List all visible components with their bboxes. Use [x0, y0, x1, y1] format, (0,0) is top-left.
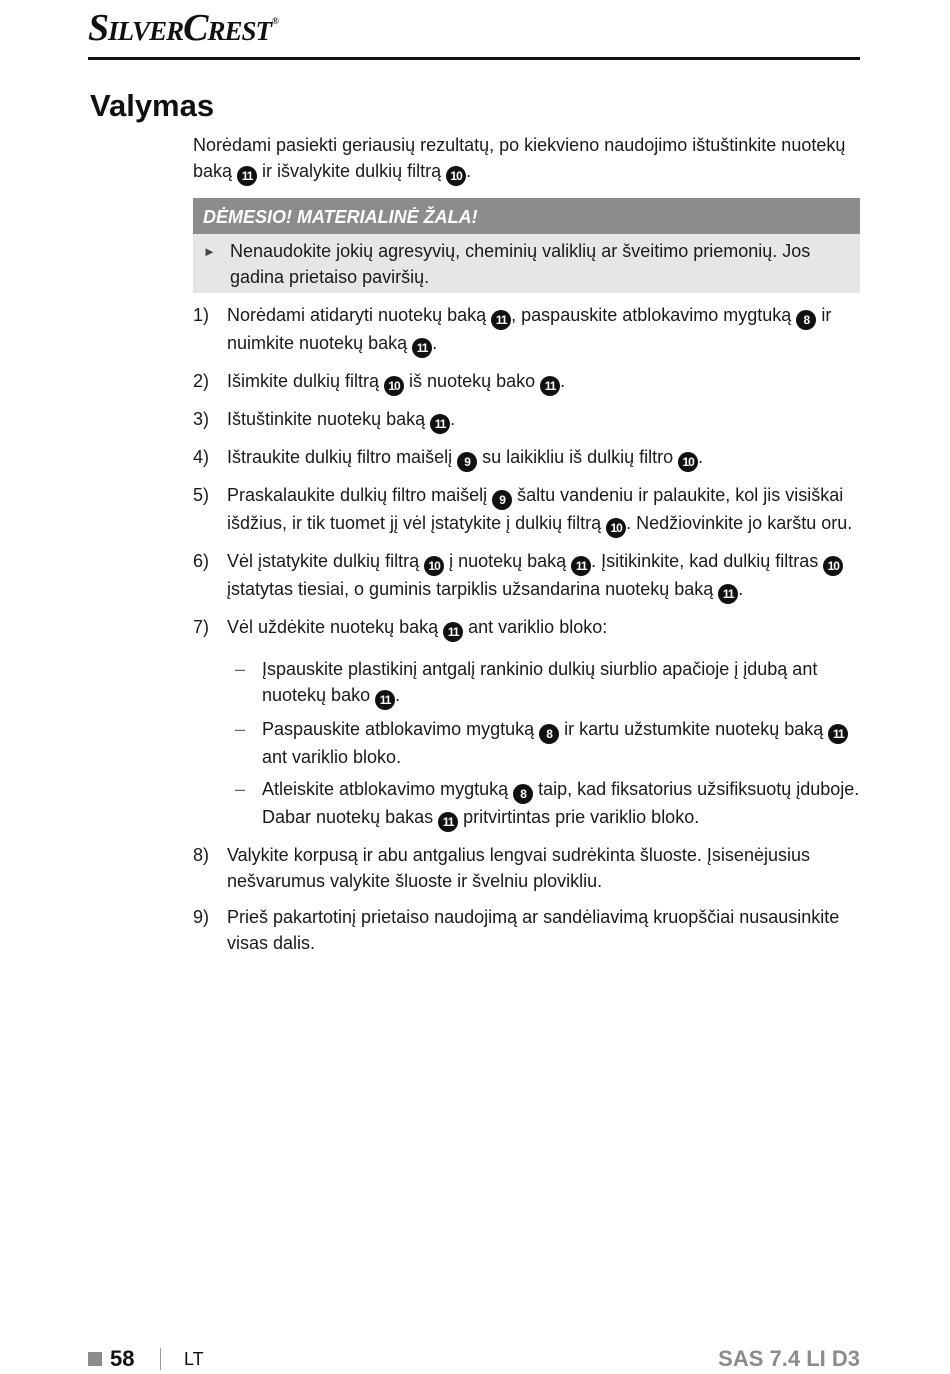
step-item [193, 904, 860, 956]
registered-mark: ® [272, 16, 278, 26]
sub-step-list [227, 656, 860, 832]
step-item [193, 482, 860, 538]
text-run: Ištraukite dulkių filtro maišelį [227, 447, 458, 467]
header-rule [88, 57, 860, 60]
callout-number-10-icon: 10 [424, 556, 444, 576]
step-text [227, 485, 852, 533]
triangle-arrow-icon: ► [203, 244, 216, 259]
text-run: Norėdami pasiekti geriausių rezultatų, po kiekvieno naudojimo ištuštinkite nuotekų baką [193, 135, 846, 181]
dash-bullet: – [235, 719, 246, 739]
text-run: Vėl įstatykite dulkių filtrą [227, 551, 425, 571]
model-name: SAS 7.4 LI D3 [718, 1346, 860, 1371]
callout-number-8-icon: 8 [539, 724, 559, 744]
step-item [193, 842, 860, 894]
step-item [193, 406, 860, 434]
step-number: 7) [193, 617, 210, 637]
step-text [227, 371, 565, 391]
page-number: 58 [110, 1346, 135, 1371]
text-run: Įspauskite plastikinį antgalį rankinio dulkių siurblio apačioje į įdubą ant nuotekų bako [262, 659, 818, 705]
text-run: ir kartu užstumkite nuotekų baką [559, 719, 829, 739]
step-text [227, 907, 839, 953]
step-number: 3) [193, 409, 210, 429]
step-text [227, 551, 843, 599]
text-run: ir nuimkite nuotekų baką [227, 305, 832, 353]
callout-number-11-icon: 11 [375, 690, 395, 710]
sub-step-text [262, 779, 859, 827]
callout-number-11-icon: 11 [540, 376, 560, 396]
text-run: ant variklio bloko: [463, 617, 608, 637]
text-run: . [432, 333, 438, 353]
text-run: . Nedžiovinkite jo karštu oru. [626, 513, 853, 533]
text-run: įstatytas tiesiai, o guminis tarpiklis užsandarina nuotekų baką [227, 579, 719, 599]
text-run: Ištuštinkite nuotekų baką [227, 409, 431, 429]
text-run: . [395, 685, 401, 705]
callout-number-11-icon: 11 [718, 584, 738, 604]
text-run: . [738, 579, 744, 599]
dash-bullet: – [235, 659, 246, 679]
callout-number-11-icon: 11 [438, 812, 458, 832]
sub-step-item [227, 716, 860, 770]
callout-number-11-icon: 11 [430, 414, 450, 434]
text-run: . [698, 447, 704, 467]
footer-square-icon [88, 1352, 102, 1366]
text-run: . [466, 161, 472, 181]
step-number: 9) [193, 907, 210, 927]
page-footer [88, 1346, 860, 1374]
callout-number-9-icon: 9 [457, 452, 477, 472]
brand-name: SilverCrest [88, 7, 272, 49]
callout-number-10-icon: 10 [384, 376, 404, 396]
callout-number-11-icon: 11 [237, 166, 257, 186]
text-run: ant variklio bloko. [262, 747, 402, 767]
step-item [193, 614, 860, 832]
step-number: 8) [193, 845, 210, 865]
step-text [227, 845, 810, 891]
step-item [193, 444, 860, 472]
step-number: 2) [193, 371, 210, 391]
step-item [193, 548, 860, 604]
text-run: Valykite korpusą ir abu antgalius lengvai sudrėkinta šluoste. Įsisenėjusius nešvarumus valykite šluoste ir švelniu plovikliu. [227, 845, 810, 891]
callout-number-8-icon: 8 [513, 784, 533, 804]
text-run: Praskalaukite dulkių filtro maišelį [227, 485, 493, 505]
text-run: , paspauskite atblokavimo mygtuką [511, 305, 797, 325]
callout-number-10-icon: 10 [678, 452, 698, 472]
step-text [227, 617, 607, 637]
dash-bullet: – [235, 779, 246, 799]
sub-step-item [227, 776, 860, 832]
text-run: Norėdami atidaryti nuotekų baką [227, 305, 492, 325]
callout-number-11-icon: 11 [412, 338, 432, 358]
text-run: . [560, 371, 566, 391]
text-run: Paspauskite atblokavimo mygtuką [262, 719, 540, 739]
step-number: 6) [193, 551, 210, 571]
callout-number-11-icon: 11 [571, 556, 591, 576]
text-run: taip, kad fiksatorius užsifiksuotų įduboje. Dabar nuotekų bakas [262, 779, 860, 827]
step-number: 5) [193, 485, 210, 505]
text-run: iš nuotekų bako [404, 371, 541, 391]
callout-number-11-icon: 11 [443, 622, 463, 642]
step-text [227, 305, 831, 353]
text-run: pritvirtintas prie variklio bloko. [458, 807, 700, 827]
warning-text: Nenaudokite jokių agresyvių, cheminių valiklių ar šveitimo priemonių. Jos gadina prietaiso paviršių. [230, 241, 811, 287]
text-run: Vėl uždėkite nuotekų baką [227, 617, 444, 637]
brand-logo [88, 6, 278, 50]
text-run: . [450, 409, 456, 429]
step-number: 4) [193, 447, 210, 467]
sub-step-item [227, 656, 860, 710]
callout-number-11-icon: 11 [828, 724, 848, 744]
step-text [227, 409, 455, 429]
callout-number-10-icon: 10 [823, 556, 843, 576]
sub-step-text [262, 719, 848, 767]
text-run: Atleiskite atblokavimo mygtuką [262, 779, 514, 799]
footer-divider [160, 1348, 161, 1370]
intro-paragraph [193, 132, 858, 186]
language-code: LT [184, 1349, 204, 1369]
text-run: Išimkite dulkių filtrą [227, 371, 385, 391]
step-text [227, 447, 703, 467]
text-run: į nuotekų baką [444, 551, 572, 571]
text-run: su laikikliu iš dulkių filtro [477, 447, 679, 467]
warning-box [193, 198, 860, 293]
step-item [193, 368, 860, 396]
cleaning-steps [193, 302, 860, 966]
callout-number-9-icon: 9 [492, 490, 512, 510]
text-run: šaltu vandeniu ir palaukite, kol jis visiškai išdžius, ir tik tuomet jį vėl įstatykite į dulkių filtrą [227, 485, 844, 533]
callout-number-11-icon: 11 [491, 310, 511, 330]
step-item [193, 302, 860, 358]
step-number: 1) [193, 305, 210, 325]
callout-number-10-icon: 10 [606, 518, 626, 538]
page-title: Valymas [90, 88, 215, 123]
callout-number-8-icon: 8 [796, 310, 816, 330]
sub-step-text [262, 659, 817, 705]
text-run: Prieš pakartotinį prietaiso naudojimą ar sandėliavimą kruopščiai nusausinkite visas dalis. [227, 907, 840, 953]
callout-number-10-icon: 10 [446, 166, 466, 186]
text-run: ir išvalykite dulkių filtrą [257, 161, 447, 181]
text-run: . Įsitikinkite, kad dulkių filtras [591, 551, 824, 571]
warning-body [193, 234, 860, 293]
warning-heading: DĖMESIO! MATERIALINĖ ŽALA! [193, 198, 860, 234]
